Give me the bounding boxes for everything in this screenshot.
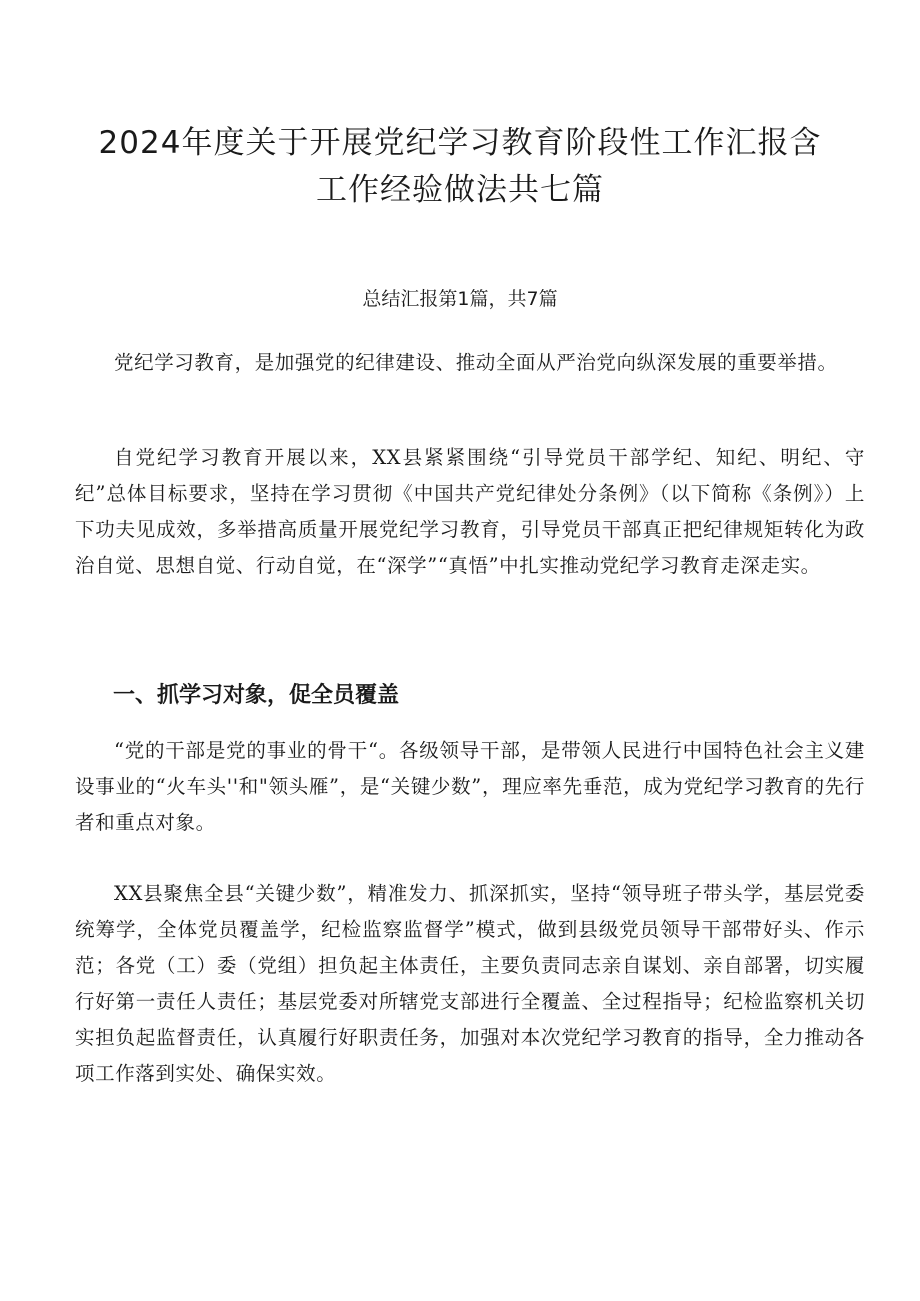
section1-paragraph-1: “党的干部是党的事业的骨干“。各级领导干部，是带领人民进行中国特色社会主义建设事业的“火车头''和"领头雁”，是“关键少数”，理应率先垂范，成为党纪学习教育的先行者和重点对象。 bbox=[75, 739, 865, 834]
title-line-2: 工作经验做法共七篇 bbox=[316, 172, 604, 208]
title-line-1: 2024年度关于开展党纪学习教育阶段性工作汇报含 bbox=[98, 125, 822, 161]
document-subtitle: 总结汇报第1篇，共7篇 bbox=[362, 288, 558, 310]
intro-paragraph-1: 党纪学习教育，是加强党的纪律建设、推动全面从严治党向纵深发展的重要举措。 bbox=[114, 351, 838, 374]
intro-paragraph-2: 自党纪学习教育开展以来，XX县紧紧围绕“引导党员干部学纪、知纪、明纪、守纪”总体目标要求，坚持在学习贯彻《中国共产党纪律处分条例》（以下简称《条例》）上下功夫见成效，多举措高质量开展党纪学习教育，引导党员干部真正把纪律规矩转化为政治自觉、思想自觉、行动自觉，在“深学”“真悟”中扎实推动党纪学习教育走深走实。 bbox=[75, 446, 865, 577]
document-title bbox=[60, 120, 860, 214]
section1-paragraph-2: XX县聚焦全县“关键少数”，精准发力、抓深抓实，坚持“领导班子带头学，基层党委统筹学，全体党员覆盖学，纪检监察监督学”模式，做到县级党员领导干部带好头、作示范；各党（工）委（党组）担负起主体责任，主要负责同志亲自谋划、亲自部署，切实履行好第一责任人责任；基层党委对所辖党支部进行全覆盖、全过程指导；纪检监察机关切实担负起监督责任，认真履行好职责任务，加强对本次党纪学习教育的指导，全力推动各项工作落到实处、确保实效。 bbox=[75, 882, 865, 1085]
section-heading-1: 一、抓学习对象，促全员覆盖 bbox=[113, 683, 400, 708]
